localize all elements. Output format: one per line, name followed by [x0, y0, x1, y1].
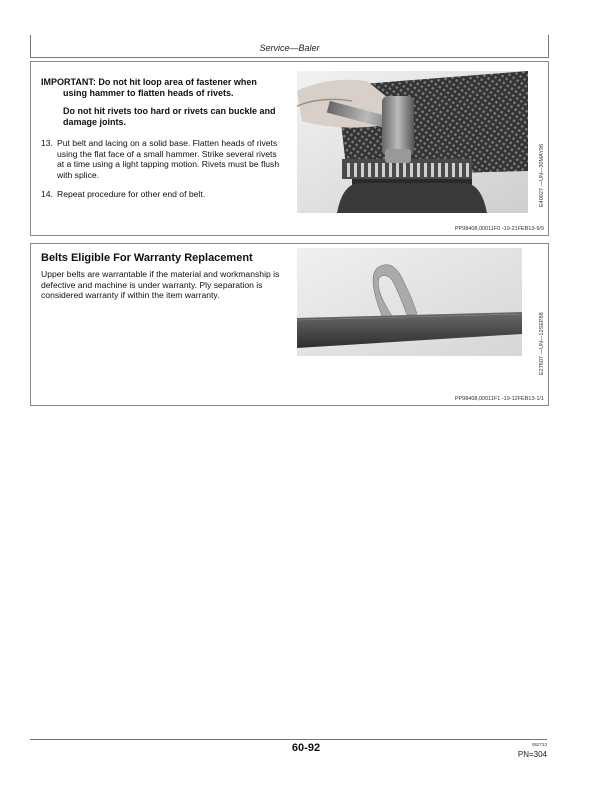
important-lead: IMPORTANT: Do not hit loop area of fastener when: [41, 77, 257, 87]
footer-pn: PN=304: [517, 750, 547, 759]
belt-ply-separation-photo: [297, 248, 522, 356]
step-item: [41, 138, 286, 180]
image-code: E27607 —UN—12SEP88: [539, 312, 545, 375]
section-title: Belts Eligible For Warranty Replacement: [41, 252, 253, 264]
step-number: 13.: [41, 138, 53, 148]
section-rivet-procedure: [30, 61, 549, 236]
hammer-rivet-photo: [297, 71, 528, 213]
step-text: Repeat procedure for other end of belt.: [57, 189, 206, 199]
page-number: 60-92: [291, 742, 321, 754]
section-reference: PP98408,00011F0 -19-21FEB13-9/9: [454, 226, 544, 232]
section-reference: PP98408,00011F1 -19-12FEB13-1/1: [454, 396, 544, 402]
footer-date: 062713: [531, 742, 547, 747]
footer-divider: [30, 739, 547, 740]
header-title: Service—Baler: [259, 43, 320, 53]
important-continued: using hammer to flatten heads of rivets.: [63, 88, 234, 98]
section-warranty: [30, 243, 549, 406]
step-number: 14.: [41, 189, 53, 199]
page-header: [30, 35, 549, 58]
section-body: Upper belts are warrantable if the material and workmanship is defective and machine is under warranty. Ply separation is considered warranty if within the item warranty.: [41, 269, 280, 300]
important-paragraph-2: Do not hit rivets too hard or rivets can buckle and damage joints.: [63, 106, 276, 127]
image-code: E40027 —UN—30MAY96: [539, 143, 545, 207]
important-notice: [41, 77, 281, 128]
step-text: Put belt and lacing on a solid base. Flatten heads of rivets using the flat face of a small hammer. Strike several rivets at a time using a light tapping motion. Rivets must be flush with splice.: [57, 138, 280, 180]
step-item: [41, 189, 286, 200]
step-list: [41, 138, 286, 209]
